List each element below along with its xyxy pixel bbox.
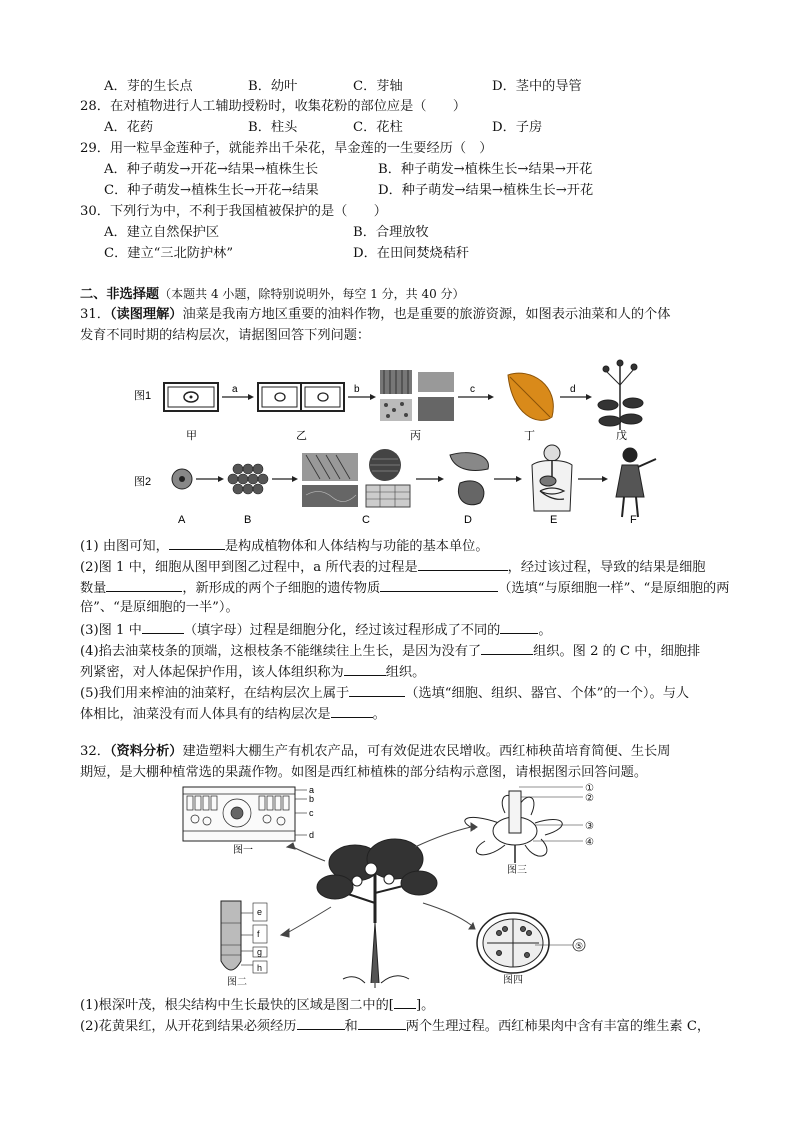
flower-label-2: ② [585, 793, 594, 804]
fig2-cell-A [172, 469, 192, 489]
q28-option-b: B．柱头 [248, 120, 298, 135]
fig1-leaf-ding [508, 373, 553, 420]
flower-label-1: ① [585, 783, 594, 794]
q27-option-d: D．茎中的导管 [492, 79, 582, 94]
fig2-name-B: B [244, 514, 252, 526]
q28-option-a: A．花药 [104, 120, 154, 135]
fig1-label: 图1 [134, 390, 152, 402]
section-heading [80, 285, 465, 304]
q27-option-b: B．幼叶 [248, 79, 298, 94]
leaf-label-c: c [309, 808, 314, 818]
answer-blank[interactable] [297, 1016, 345, 1030]
q32-part1: (1)根深叶茂，根尖结构中生长最快的区域是图二中的[ ]。 [80, 995, 434, 1015]
connecting-arrows [281, 823, 477, 937]
answer-blank[interactable] [349, 683, 405, 697]
q29-option-a: A．种子萌发→开花→结果→植株生长 [104, 162, 319, 177]
leaf-label-a: a [309, 785, 315, 795]
answer-blank[interactable] [169, 536, 225, 550]
fig1-plant-wu [598, 360, 643, 430]
fig-two-label: 图二 [227, 977, 247, 988]
q29-option-b: B．种子萌发→植株生长→结果→开花 [378, 162, 593, 177]
leaf-label-d: d [309, 830, 315, 840]
q30-option-d: D．在田间焚烧秸秆 [353, 246, 470, 261]
answer-blank[interactable] [500, 620, 538, 634]
fig1-cell-jia [164, 383, 218, 411]
q27-option-a: A．芽的生长点 [104, 79, 193, 94]
fig2-name-A: A [178, 514, 186, 526]
q30-option-a: A．建立自然保护区 [104, 225, 220, 240]
fig1-cell-yi [258, 383, 344, 411]
fig1-name-jia: 甲 [186, 430, 197, 442]
fig1-name-yi: 乙 [296, 430, 307, 442]
arrow-d-label: d [570, 384, 576, 395]
tomato-fruit-figure [477, 913, 585, 986]
answer-blank[interactable] [106, 578, 182, 592]
fig2-cells-B [228, 464, 268, 494]
root-label-g: g [257, 947, 263, 957]
arrow-a-label: a [232, 384, 238, 395]
arrow-b-label: b [354, 384, 360, 395]
answer-blank[interactable] [380, 578, 498, 592]
q32-intro-line1 [80, 743, 670, 761]
q31-part5-line2: 体相比，油菜没有而人体具有的结构层次是 。 [80, 704, 386, 724]
answer-blank[interactable] [418, 557, 508, 571]
root-tip-figure [221, 901, 267, 988]
q31-part4-line1: (4)掐去油菜枝条的顶端，这根枝条不能继续往上生长，是因为没有了 组织。图 2 的 C 中，细胞排 [80, 641, 700, 661]
q29-option-c: C．种子萌发→植株生长→开花→结果 [104, 183, 319, 198]
q31-part2-line1: (2)图 1 中，细胞从图甲到图乙过程中，a 所代表的过程是 ，经过该过程，导致的结果是细胞 [80, 557, 705, 577]
fig-three-label: 图三 [507, 865, 527, 876]
q30-stem: 30．下列行为中，不利于我国植被保护的是（ ） [80, 204, 387, 219]
fig2-person-F [616, 448, 656, 517]
root-label-h: h [257, 963, 263, 973]
fig1-tissues-bing [380, 370, 454, 421]
answer-blank[interactable] [481, 641, 533, 655]
fig1-name-ding: 丁 [524, 430, 535, 442]
q32-figure [175, 783, 615, 988]
answer-blank[interactable] [394, 995, 416, 1009]
fig2-name-F: F [630, 514, 637, 526]
answer-blank[interactable] [331, 704, 373, 718]
fig2-label: 图2 [134, 476, 152, 488]
q31-number: 31． [80, 307, 110, 322]
q31-intro-line1 [80, 306, 670, 324]
q31-part5-line1: (5)我们用来榨油的油菜籽，在结构层次上属于 （选填“细胞、组织、器官、个体”的一个）。与人 [80, 683, 689, 703]
fig2-name-E: E [550, 514, 558, 526]
fig-four-label: 图四 [503, 975, 523, 986]
flower-label-3: ③ [585, 821, 594, 832]
q31-intro-line2: 发育不同时期的结构层次，请据图回答下列问题： [80, 328, 371, 343]
q31-part2-line3: 倍”、“是原细胞的一半”）。 [80, 600, 239, 615]
q27-option-c: C．芽轴 [353, 79, 403, 94]
q31-figure [120, 355, 660, 530]
root-label-f: f [257, 929, 260, 939]
q30-option-c: C．建立“三北防护林” [104, 246, 234, 261]
q32-number: 32． [80, 744, 110, 759]
fig-one-label: 图一 [233, 845, 253, 856]
fig2-system-E [532, 445, 572, 511]
q31-tag: （读图理解） [109, 307, 183, 322]
answer-blank[interactable] [358, 1016, 406, 1030]
fruit-label-5: ⑤ [575, 941, 584, 951]
q32-tag: （资料分析） [109, 744, 183, 759]
tomato-plant [317, 839, 437, 988]
q30-option-b: B．合理放牧 [353, 225, 429, 240]
q29-stem: 29．用一粒旱金莲种子，就能养出千朵花，旱金莲的一生要经历（ ） [80, 141, 493, 156]
q32-part2: (2)花黄果红，从开花到结果必须经历 和 两个生理过程。西红柿果肉中含有丰富的维生素 C， [80, 1016, 710, 1036]
leaf-label-b: b [309, 794, 315, 804]
fig2-organs-D [450, 453, 488, 505]
fig1-name-wu: 戊 [616, 430, 627, 442]
fig2-name-D: D [464, 514, 472, 526]
section-title: 二、非选择题 [80, 287, 160, 302]
q29-option-d: D．种子萌发→结果→植株生长→开花 [378, 183, 594, 198]
root-label-e: e [257, 907, 263, 917]
q28-stem: 28．在对植物进行人工辅助授粉时，收集花粉的部位应是（ ） [80, 99, 467, 114]
section-note: （本题共 4 小题，除特别说明外，每空 1 分，共 40 分） [159, 287, 465, 301]
q31-part2-line2: 数量 ，新形成的两个子细胞的遗传物质 （选填“与原细胞一样”、“是原细胞的两 [80, 578, 729, 598]
answer-blank[interactable] [344, 662, 386, 676]
q32-intro-line2: 期短，是大棚种植常选的果蔬作物。如图是西红柿植株的部分结构示意图，请根据图示回答问题。 [80, 765, 648, 780]
flower-label-4: ④ [585, 837, 594, 848]
leaf-cross-section [183, 785, 314, 856]
q31-part1: (1) 由图可知， 是构成植物体和人体结构与功能的基本单位。 [80, 536, 489, 556]
q28-option-d: D．子房 [492, 120, 543, 135]
q32-intro-text: 建造塑料大棚生产有机农产品，可有效促进农民增收。西红柿秧苗培育简便、生长周 [182, 744, 671, 759]
q31-part3: (3)图 1 中 （填字母）过程是细胞分化，经过该过程形成了不同的 。 [80, 620, 552, 640]
arrow-c-label: c [470, 384, 475, 395]
fig1-name-bing: 丙 [410, 430, 421, 442]
fig2-name-C: C [362, 514, 370, 526]
flower-figure [465, 783, 594, 876]
q28-option-c: C．花柱 [353, 120, 403, 135]
fig2-tissues-C [302, 449, 410, 507]
answer-blank[interactable] [142, 620, 184, 634]
q31-part4-line2: 列紧密，对人体起保护作用，该人体组织称为 组织。 [80, 662, 425, 682]
q31-intro-text: 油菜是我南方地区重要的油料作物，也是重要的旅游资源，如图表示油菜和人的个体 [182, 307, 671, 322]
